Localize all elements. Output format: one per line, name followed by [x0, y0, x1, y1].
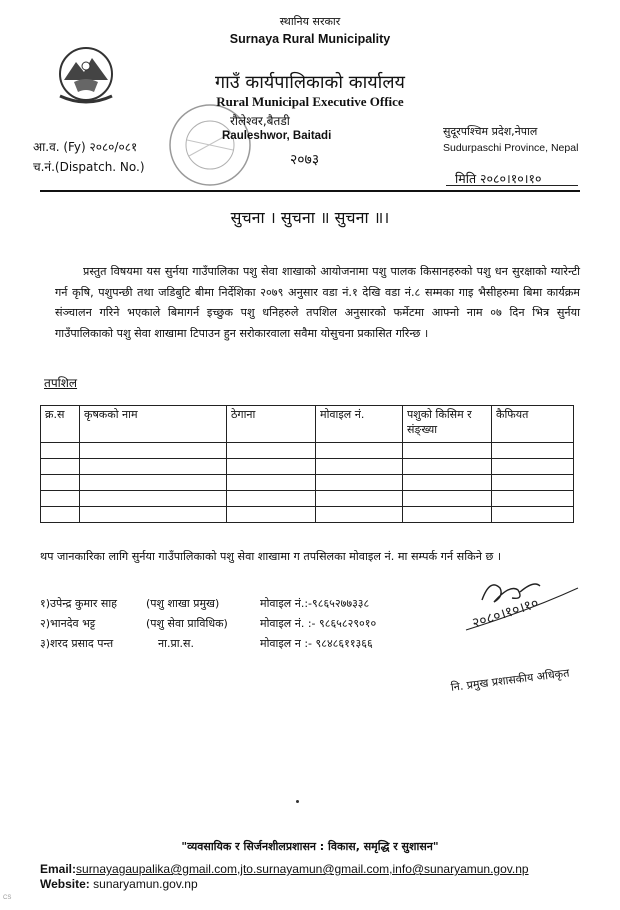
table-cell: [316, 491, 403, 507]
table-cell: [41, 491, 80, 507]
email-label: Email:: [40, 862, 77, 876]
office-name-en: Rural Municipal Executive Office: [216, 94, 404, 109]
contact-role: (पशु शाखा प्रमुख): [146, 597, 220, 610]
table-cell: [316, 475, 403, 491]
contact-role: (पशु सेवा प्राविधिक): [146, 617, 228, 630]
address-np: रौलेश्वर,बैतडी: [230, 114, 290, 128]
letter-date: मिति २०८०।१०।१०: [455, 171, 542, 186]
table-cell: [403, 491, 492, 507]
table-cell: [227, 475, 316, 491]
address-en: Rauleshwor, Baitadi: [222, 130, 332, 142]
table-cell: [492, 459, 574, 475]
notice-paragraph: प्रस्तुत विषयमा यस सुर्नया गाउँपालिका पशु सेवा शाखाको आयोजनामा पशु पालक किसानहरुको पशु धन सुरक्षाको ग्यारेन्टी गर्न कृषि, पशुपन्छी तथा जडिबुटि बीमा निर्देशिका २०७९ अनुसार वडा नं.१ देखि वडा नं.८ सम्मका गाइ भैसीहरुमा बिमा कार्यक्रम संञ्चालन गरिने भएकाले बिमागर्न इच्छुक पशु धनिहरुले तपशिल अनुसारको फर्मेटमा आफ्नो नाम ०७ दिन भित्र सुर्नया गाउँपालिकाको पशु सेवा शाखामा टिपाउन हुन सरोकारवाला सवैमा योसुचना प्रकासित गरिन्छ ।: [55, 265, 580, 340]
schedule-label: तपशिल: [44, 376, 78, 390]
table-cell: [403, 475, 492, 491]
table-cell: [316, 507, 403, 523]
table-cell: [41, 507, 80, 523]
table-cell: [80, 491, 227, 507]
table-cell: [80, 475, 227, 491]
table-header-row: [41, 406, 574, 443]
website-link[interactable]: sunaryamun.gov.np: [93, 877, 198, 891]
table-cell: [492, 475, 574, 491]
municipality-name-en: Surnaya Rural Municipality: [229, 32, 391, 46]
table-row: [41, 475, 574, 491]
col-livestock: पशुको किसिम र संङ्ख्या: [403, 406, 492, 443]
contact-mobile: मोवाइल न :- ९८४८६११३६६: [260, 637, 373, 650]
table-cell: [316, 459, 403, 475]
table-cell: [80, 443, 227, 459]
table-cell: [41, 475, 80, 491]
page-dot: [296, 800, 299, 803]
footer-website: [40, 877, 198, 891]
col-farmer-name: कृषकको नाम: [80, 406, 227, 443]
table-row: [41, 459, 574, 475]
table-row: [41, 507, 574, 523]
province-en: Sudurpaschi Province, Nepal: [443, 142, 579, 154]
table-cell: [403, 443, 492, 459]
col-mobile: मोवाइल नं.: [316, 406, 403, 443]
notice-title: सुचना । सुचना ॥ सुचना ॥।: [230, 208, 390, 227]
signature-date: २०८०।१०।१०: [470, 595, 541, 632]
dispatch-number: च.नं.(Dispatch. No.): [33, 160, 145, 174]
government-label: स्थानिय सरकार: [279, 15, 341, 28]
email-links[interactable]: surnayagaupalika@gmail.com,jto.surnayamun@gmail.com,info@sunaryamun.gov.np: [76, 862, 529, 876]
contact-mobile: मोवाइल नं.:-९८६५२७७३३८: [260, 597, 370, 610]
table-cell: [41, 459, 80, 475]
date-underline: [446, 185, 578, 186]
table-cell: [227, 507, 316, 523]
table-cell: [80, 459, 227, 475]
office-name-np: गाउँ कार्यपालिकाको कार्यालय: [215, 72, 405, 93]
table-cell: [227, 443, 316, 459]
contact-mobile: मोवाइल नं. :- ९८६५८२९०१०: [260, 617, 377, 630]
fiscal-year: आ.व. (Fy) २०८०/०८१: [33, 140, 138, 154]
table-cell: [227, 459, 316, 475]
table-cell: [492, 491, 574, 507]
established-year: २०७३: [290, 152, 320, 168]
province-np: सुदूरपश्चिम प्रदेश,नेपाल: [443, 125, 538, 138]
website-label: Website:: [40, 877, 90, 891]
header-divider: [40, 190, 580, 192]
contact-role: ना.प्रा.स.: [158, 637, 194, 650]
farmer-registration-table: [40, 405, 574, 523]
table-cell: [316, 443, 403, 459]
col-address: ठेगाना: [227, 406, 316, 443]
table-row: [41, 443, 574, 459]
table-cell: [403, 459, 492, 475]
scanner-watermark: CS: [3, 895, 12, 901]
contact-name: १)उपेन्द्र कुमार साह: [40, 597, 118, 610]
table-cell: [492, 443, 574, 459]
table-cell: [41, 443, 80, 459]
contact-intro: थप जानकारिका लागि सुर्नया गाउँपालिकाको पशु सेवा शाखामा ग तपसिलका मोवाइल नं. मा सम्पर्क गर्न सकिने छ ।: [40, 550, 502, 563]
signer-designation: नि. प्रमुख प्रशासकीय अधिकृत: [450, 666, 571, 694]
footer-email: [40, 862, 529, 876]
footer-slogan: "व्यवसायिक र सिर्जनशीलप्रशासन : विकास, समृद्धि र सुशासन": [181, 840, 439, 853]
col-serial: क्र.स: [41, 406, 80, 443]
table-cell: [227, 491, 316, 507]
col-remarks: कैफियत: [492, 406, 574, 443]
contact-name: ३)शरद प्रसाद पन्त: [40, 637, 114, 650]
table-cell: [403, 507, 492, 523]
table-row: [41, 491, 574, 507]
signature-icon: [460, 570, 600, 640]
contact-name: २)भानदेव भट्ट: [40, 617, 96, 630]
table-cell: [492, 507, 574, 523]
table-cell: [80, 507, 227, 523]
